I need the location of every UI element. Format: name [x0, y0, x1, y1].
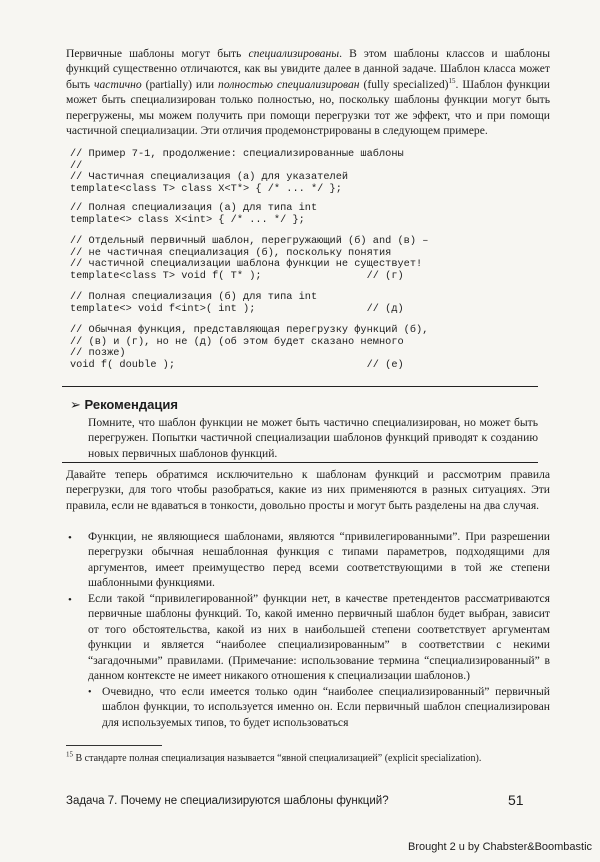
- bullet-nontemplate-functions: Функции, не являющиеся шаблонами, являются “привилегированными”. При разрешении перегрузки обычная нешаблонная функция с типами параметров, подходящими для аргументов, имеет преимущество перед всеми соответствующими в той же степени шаблонными функциями.: [88, 530, 550, 590]
- intro-text: (fully specialized): [359, 77, 449, 91]
- sub-bullet-marker: •: [88, 687, 92, 698]
- body-paragraph: Давайте теперь обратимся исключительно к шаблонам функций и рассмотрим правила перегрузки, для того чтобы разобраться, какие из них применяются в разных ситуациях. Эти правила, если не вдаваться в тонкости, довольно просты и могут быть разделены на два случая.: [66, 468, 550, 512]
- page-number: 51: [508, 792, 524, 808]
- intro-emphasis: частично: [93, 77, 142, 91]
- footnote-text: В стандарте полная специализация называется “явной специализацией” (explicit specialization).: [73, 753, 482, 764]
- intro-text: Первичные шаблоны могут быть: [66, 47, 249, 60]
- intro-text: . Шаблон функции может быть специализирован только полностью, но, поскольку шаблоны функции могут быть перегружены, мы можем получить при помощи перегрузки тот же эффект, что и при помощи частичной специализации. Эти отличия продемонстрированы в следующем примере.: [66, 77, 550, 138]
- footnote: [66, 752, 550, 765]
- sub-bullet-most-specialized: Очевидно, что если имеется только один “наиболее специализированный” первичный шаблон функции, то используется именно он. Если первичный шаблон специализирован для используемых типов, то будет использоваться: [102, 685, 550, 729]
- intro-text: (partially) или: [141, 77, 219, 91]
- recommendation-heading: ➢ Рекомендация: [70, 397, 178, 412]
- code-block-overload-template: // Отдельный первичный шаблон, перегружающий (б) and (в) – // не частичная специализация (б), поскольку понятия // частичной специализации шаблона функции не существует! template<class T> void f( T* ); // (г): [70, 235, 429, 282]
- running-footer-title: Задача 7. Почему не специализируются шаблоны функций?: [66, 795, 389, 807]
- bullet-primary-templates: Если такой “привилегированной” функции нет, в качестве претендентов рассматриваются первичные шаблоны функций. То, какой именно первичный шаблон будет выбран, зависит от того обстоятельства, какой из них в наибольшей степени соответствует аргументам функции и является “наиболее специализированным” в соответствии с некими “загадочными” правилами. (Примечание: использование термина “специализированный” в данном контексте не имеет никакого отношения к специализации шаблонов.): [88, 592, 550, 683]
- code-block-partial-specialization: // Пример 7-1, продолжение: специализированные шаблоны // // Частичная специализация (а) для указателей template<class T> class X<T*> { /* ... */ };: [70, 148, 404, 195]
- bullet-marker: •: [68, 594, 72, 606]
- recommendation-bottom-rule: [62, 462, 538, 463]
- code-block-int-specialization: // Полная специализация (б) для типа int template<> void f<int>( int ); // (д): [70, 291, 404, 315]
- footnote-rule: [66, 745, 162, 746]
- footnote-number: 15: [66, 750, 73, 759]
- intro-emphasis: специализированы: [248, 47, 340, 60]
- intro-text: . В этом шаблоны классов и шаблоны функций существенно отличаются, как вы увидите далее в данной задаче. Шаблон класса может быть: [66, 47, 550, 91]
- intro-paragraph: [66, 46, 550, 138]
- bullet-marker: •: [68, 532, 72, 544]
- footnote-reference: 15: [448, 76, 456, 85]
- recommendation-text: Помните, что шаблон функции не может быть частично специализирован, но может быть перегружен. Попытки частичной специализации шаблонов функций приводят к созданию новых первичных шаблонов функций.: [88, 416, 538, 460]
- scan-credit: Brought 2 u by Chabster&Boombastic: [408, 841, 593, 853]
- intro-emphasis: полностью специализирован: [218, 77, 360, 91]
- code-block-plain-function: // Обычная функция, представляющая перегрузку функций (б), // (в) и (г), но не (д) (об этом будет сказано немного // позже) void f( double ); // (е): [70, 324, 429, 371]
- code-block-full-specialization: // Полная специализация (а) для типа int template<> class X<int> { /* ... */ };: [70, 202, 318, 226]
- recommendation-top-rule: [62, 386, 538, 387]
